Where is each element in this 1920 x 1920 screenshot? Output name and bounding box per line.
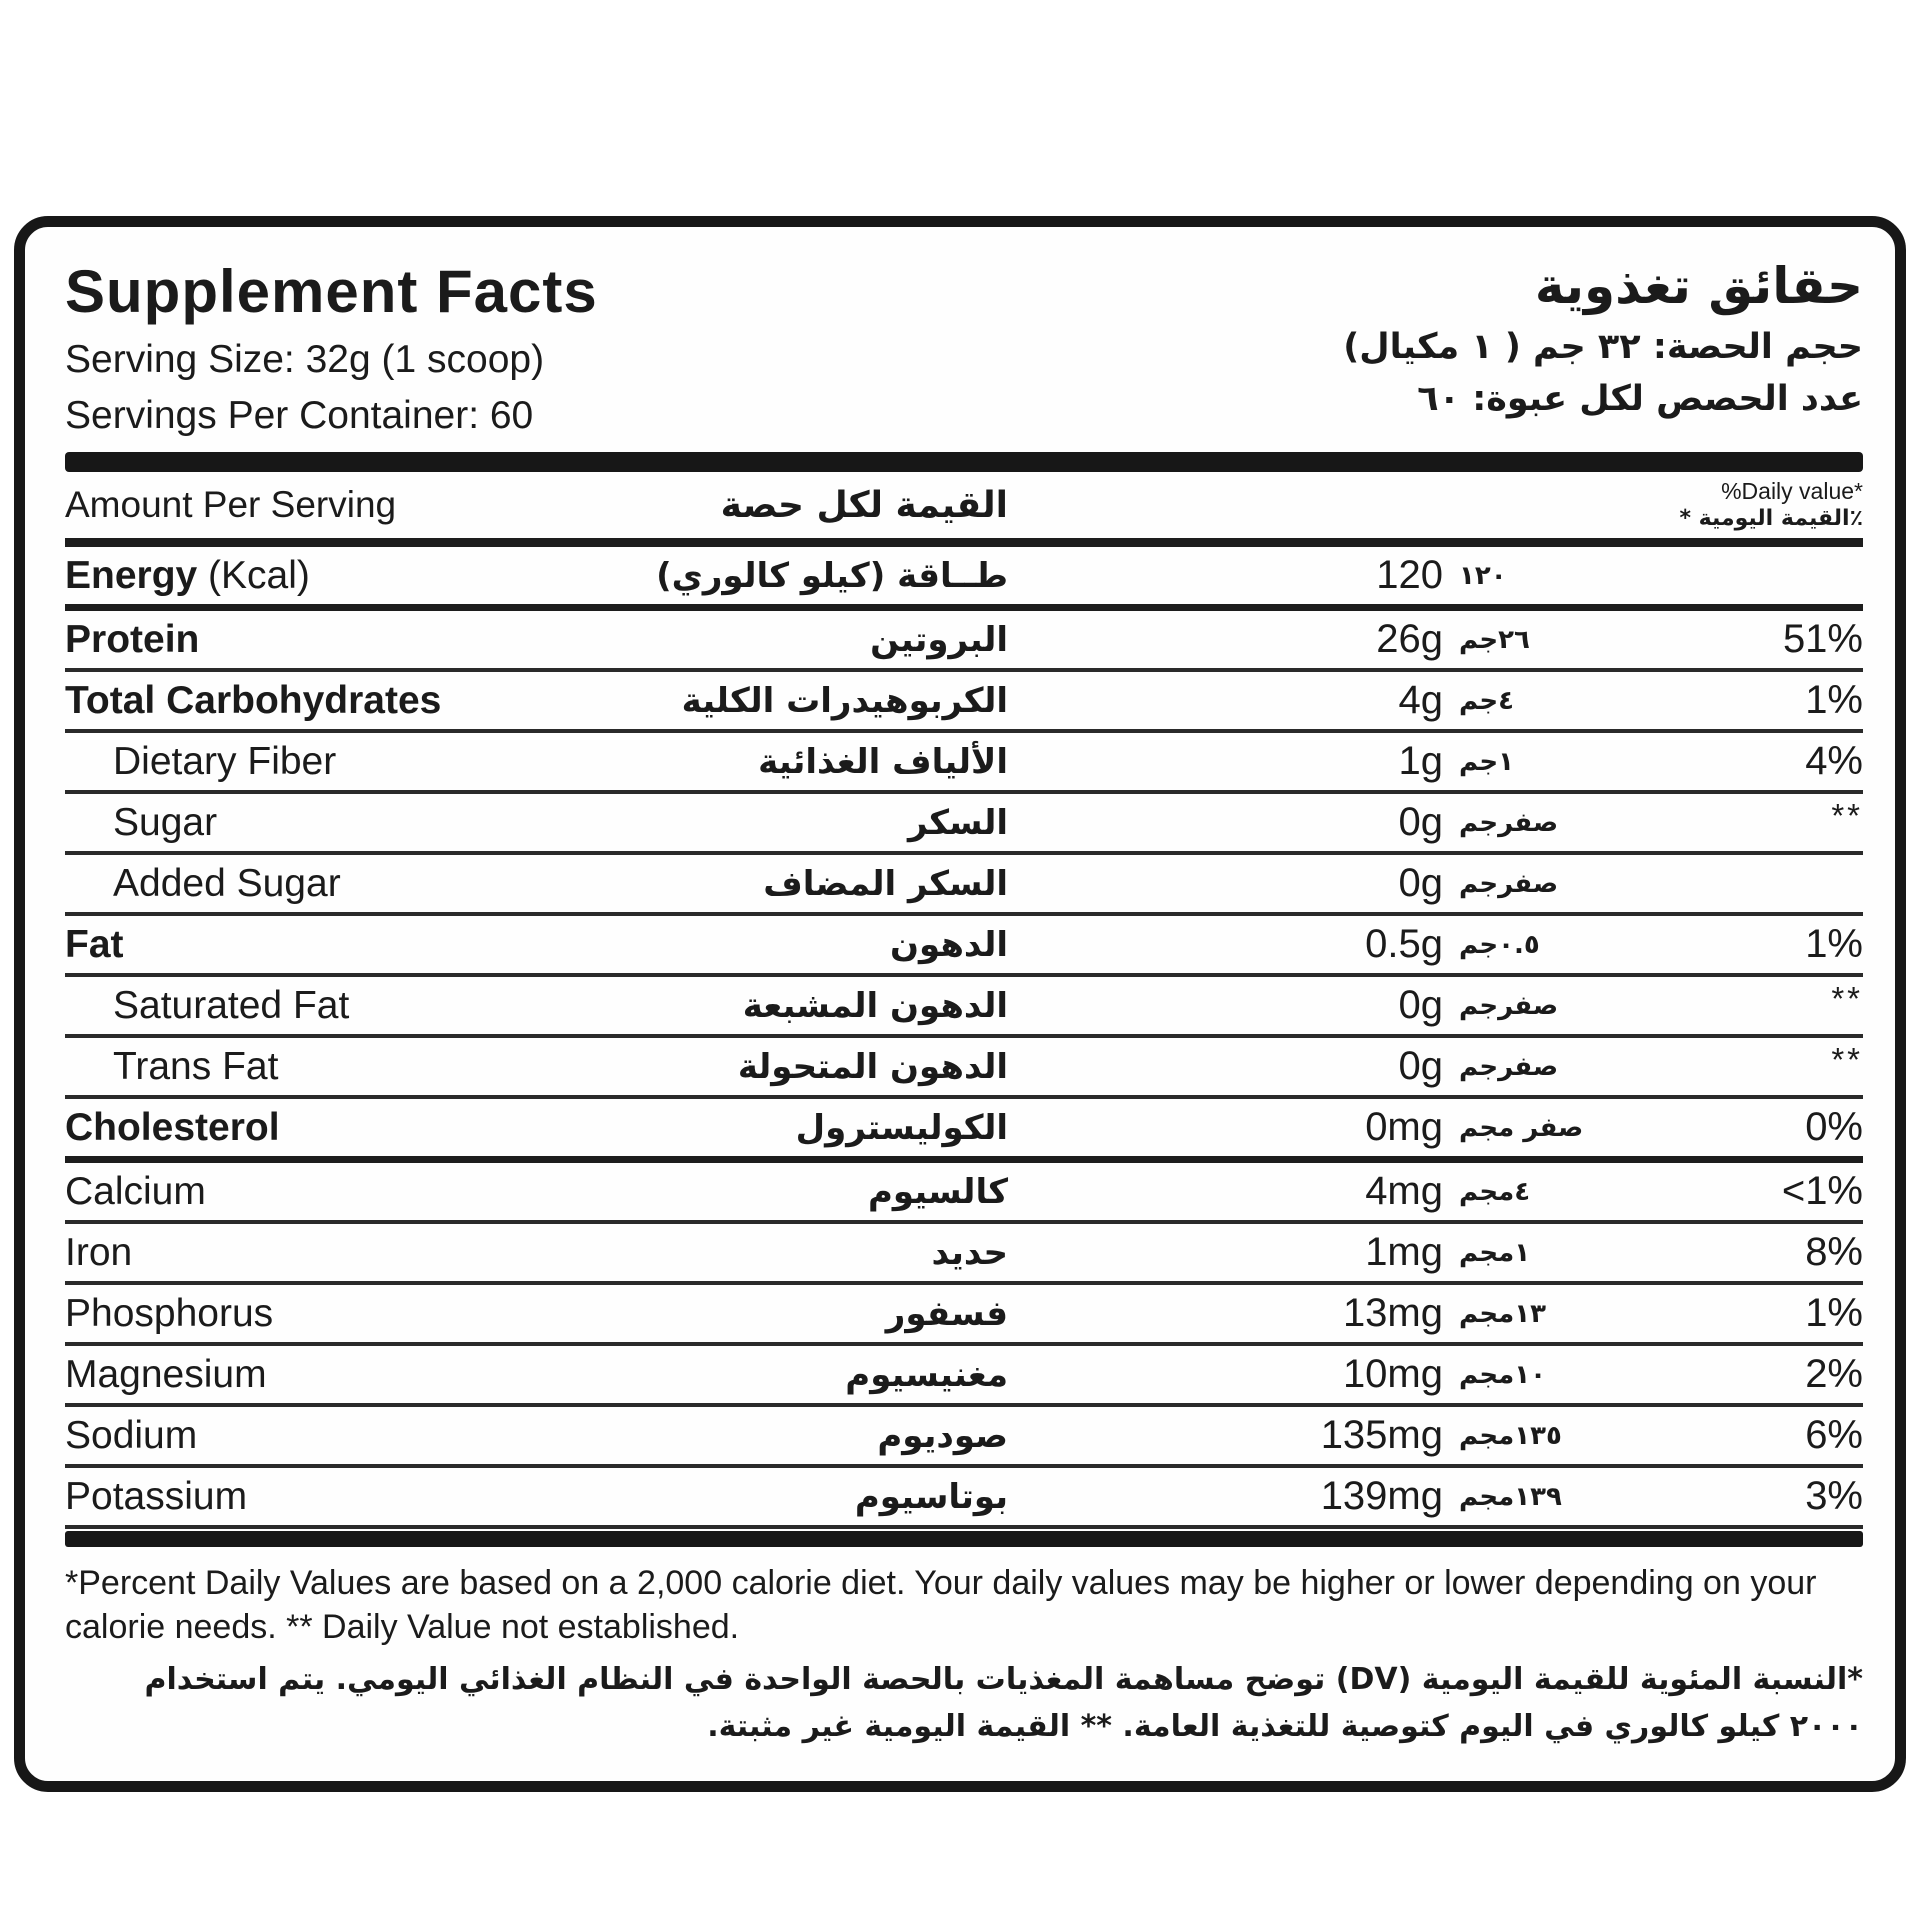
nutrient-name-english: Sugar — [113, 800, 218, 844]
nutrient-amount-english: 4g — [1398, 678, 1443, 722]
title-arabic: حقائق تغذوية — [1534, 257, 1863, 315]
nutrient-row — [65, 1285, 1863, 1346]
nutrient-row — [65, 611, 1863, 672]
nutrient-row — [65, 1407, 1863, 1468]
nutrient-row — [65, 916, 1863, 977]
nutrient-amount-arabic: ١٠مجم — [1459, 1359, 1546, 1390]
nutrient-row — [65, 855, 1863, 916]
serving-size-english: Serving Size: 32g (1 scoop) — [65, 338, 545, 381]
nutrient-amount-arabic: ١٣٩مجم — [1459, 1481, 1562, 1512]
label-header — [65, 257, 1863, 438]
nutrient-daily-value: ** — [1831, 980, 1863, 1017]
nutrient-name-english: Protein — [65, 617, 200, 661]
nutrient-daily-value: 4% — [1805, 739, 1863, 783]
column-header-daily-value — [1443, 478, 1863, 532]
nutrient-name-arabic: السكر — [908, 802, 1008, 843]
nutrient-name-arabic: صوديوم — [877, 1415, 1008, 1456]
nutrient-amount-arabic: صفرجم — [1459, 1051, 1559, 1082]
nutrient-daily-value: 1% — [1805, 922, 1863, 966]
nutrient-daily-value: 1% — [1805, 678, 1863, 722]
label-header-english — [65, 257, 598, 438]
nutrient-amount-english: 0g — [1398, 800, 1443, 844]
nutrient-row — [65, 1163, 1863, 1224]
nutrient-name-arabic: كالسيوم — [867, 1171, 1008, 1212]
nutrient-amount-arabic: ١مجم — [1459, 1237, 1531, 1268]
nutrient-daily-value: 6% — [1805, 1413, 1863, 1457]
nutrient-name-english: Total Carbohydrates — [65, 678, 442, 722]
nutrient-name-arabic: السكر المضاف — [763, 863, 1008, 904]
servings-per-container-english: Servings Per Container: 60 — [65, 394, 534, 437]
nutrient-daily-value: 51% — [1782, 617, 1863, 661]
nutrient-name-arabic: بوتاسيوم — [854, 1476, 1008, 1517]
nutrient-amount-english: 135mg — [1320, 1413, 1443, 1457]
nutrient-amount-english: 1g — [1398, 739, 1443, 783]
nutrient-name-english: Fat — [65, 922, 124, 966]
nutrient-row — [65, 733, 1863, 794]
nutrient-name-english: Phosphorus — [65, 1291, 274, 1335]
nutrient-amount-arabic: ٠.٥جم — [1459, 929, 1540, 960]
nutrient-amount-english: 0mg — [1365, 1105, 1443, 1149]
column-header-amount-english: Amount Per Serving — [65, 484, 397, 525]
nutrient-name-english: Dietary Fiber — [113, 739, 337, 783]
title-english: Supplement Facts — [65, 258, 598, 325]
nutrient-amount-arabic: ١جم — [1459, 746, 1515, 777]
nutrient-amount-arabic: ١٢٠ — [1459, 560, 1507, 591]
nutrient-amount-english: 0.5g — [1365, 922, 1443, 966]
nutrient-amount-arabic: ٤مجم — [1459, 1176, 1531, 1207]
nutrient-amount-english: 0g — [1398, 983, 1443, 1027]
thick-divider-top — [65, 452, 1863, 472]
nutrient-name-english: Iron — [65, 1230, 133, 1274]
nutrient-row — [65, 1346, 1863, 1407]
nutrient-row — [65, 977, 1863, 1038]
nutrient-name-arabic: الكربوهيدرات الكلية — [681, 680, 1008, 721]
nutrient-row — [65, 672, 1863, 733]
nutrient-name-english: Sodium — [65, 1413, 198, 1457]
nutrient-amount-english: 13mg — [1342, 1291, 1443, 1335]
nutrient-amount-english: 139mg — [1320, 1474, 1443, 1518]
nutrient-name-english: Calcium — [65, 1169, 206, 1213]
footnote-arabic: *النسبة المئوية للقيمة اليومية (DV) توضح مساهمة المغذيات بالحصة الواحدة في النظام الغذائي اليومي. يتم استخدام ٢٠٠٠ كيلو كالوري في اليوم كتوصية للتغذية العامة. ** القيمة اليومية غير مثبتة. — [144, 1662, 1863, 1744]
column-header-daily-value-english: %Daily value* — [1721, 478, 1863, 504]
nutrient-name-english: Saturated Fat — [113, 983, 350, 1027]
footnote-english: *Percent Daily Values are based on a 2,000 calorie diet. Your daily values may be higher or lower depending on your calorie needs. ** Daily Value not established. — [65, 1564, 1817, 1647]
nutrient-name-arabic: الكوليسترول — [795, 1107, 1008, 1148]
nutrient-name-arabic: الدهون — [890, 924, 1008, 965]
nutrient-daily-value: ** — [1831, 1041, 1863, 1078]
nutrient-daily-value: 8% — [1805, 1230, 1863, 1274]
nutrient-name-english: Cholesterol — [65, 1105, 280, 1149]
nutrient-name-english: Trans Fat — [113, 1044, 279, 1088]
nutrient-name-english: Added Sugar — [113, 861, 341, 905]
nutrient-row — [65, 794, 1863, 855]
nutrient-row — [65, 1038, 1863, 1099]
nutrient-name-arabic: فسفور — [885, 1293, 1008, 1334]
nutrient-daily-value: ** — [1831, 797, 1863, 834]
nutrient-amount-english: 4mg — [1365, 1169, 1443, 1213]
nutrient-name-arabic: الدهون المتحولة — [737, 1046, 1008, 1087]
nutrient-amount-arabic: ١٣٥مجم — [1459, 1420, 1562, 1451]
servings-per-container-arabic: عدد الحصص لكل عبوة: ٦٠ — [1417, 379, 1863, 419]
nutrient-amount-english: 10mg — [1342, 1352, 1443, 1396]
nutrient-row — [65, 1468, 1863, 1529]
facts-table-body — [65, 547, 1863, 1529]
nutrient-amount-arabic: صفرجم — [1459, 807, 1559, 838]
nutrient-name-arabic: حديد — [931, 1232, 1008, 1273]
nutrient-amount-arabic: ٤جم — [1459, 685, 1515, 716]
nutrient-name-english: Magnesium — [65, 1352, 267, 1396]
nutrient-name-arabic: البروتين — [870, 619, 1008, 660]
nutrient-name-english: Energy (Kcal) — [65, 553, 310, 597]
nutrient-row — [65, 547, 1863, 611]
nutrient-amount-english: 0g — [1398, 861, 1443, 905]
nutrient-amount-english: 1mg — [1365, 1230, 1443, 1274]
table-header-row — [65, 472, 1863, 547]
column-header-daily-value-arabic: ٪القيمة اليومية * — [1679, 505, 1863, 531]
nutrient-amount-arabic: ١٣مجم — [1459, 1298, 1546, 1329]
supplement-facts-label — [14, 216, 1906, 1792]
nutrient-name-arabic: طــاقة (كيلو كالوري) — [656, 555, 1008, 596]
nutrient-daily-value: 1% — [1805, 1291, 1863, 1335]
nutrient-name-arabic: الدهون المشبعة — [742, 985, 1008, 1026]
nutrient-amount-arabic: صفرجم — [1459, 990, 1559, 1021]
nutrient-amount-arabic: ٢٦جم — [1459, 624, 1530, 655]
nutrient-amount-arabic: صفر مجم — [1459, 1112, 1584, 1143]
nutrient-daily-value: 3% — [1805, 1474, 1863, 1518]
nutrient-row — [65, 1099, 1863, 1163]
column-header-amount-arabic: القيمة لكل حصة — [720, 484, 1008, 526]
label-header-arabic — [1343, 257, 1863, 419]
nutrient-amount-english: 120 — [1376, 553, 1443, 597]
nutrient-row — [65, 1224, 1863, 1285]
nutrient-name-arabic: مغنيسيوم — [845, 1354, 1008, 1395]
nutrient-amount-arabic: صفرجم — [1459, 868, 1559, 899]
thick-divider-bottom — [65, 1531, 1863, 1547]
nutrient-name-arabic: الألياف الغذائية — [758, 741, 1008, 782]
nutrient-daily-value: <1% — [1781, 1169, 1863, 1213]
nutrient-amount-english: 26g — [1376, 617, 1443, 661]
nutrient-daily-value: 0% — [1805, 1105, 1863, 1149]
nutrient-name-english: Potassium — [65, 1474, 248, 1518]
nutrient-amount-english: 0g — [1398, 1044, 1443, 1088]
serving-size-arabic: حجم الحصة: ٣٢ جم ( ١ مكيال) — [1343, 327, 1863, 367]
nutrient-daily-value: 2% — [1805, 1352, 1863, 1396]
